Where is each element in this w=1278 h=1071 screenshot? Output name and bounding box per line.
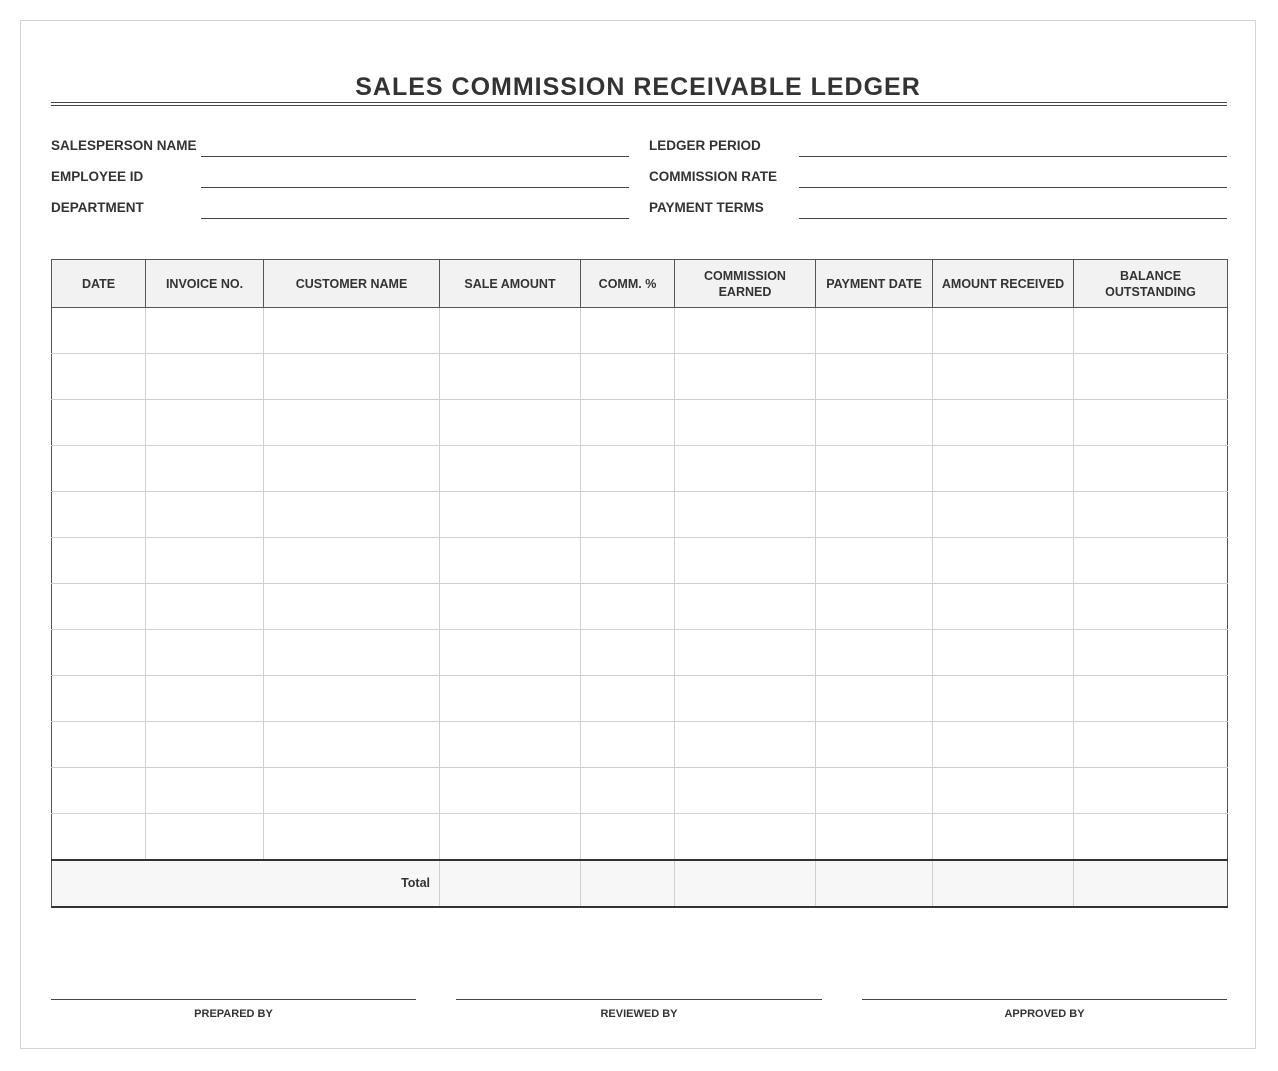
table-row: [52, 768, 1228, 814]
table-cell[interactable]: [264, 538, 440, 584]
table-cell[interactable]: [146, 814, 264, 860]
table-cell[interactable]: [933, 400, 1074, 446]
page-title: SALES COMMISSION RECEIVABLE LEDGER: [355, 73, 921, 101]
table-cell[interactable]: [675, 768, 816, 814]
table-cell[interactable]: [52, 354, 146, 400]
table-cell[interactable]: [440, 676, 581, 722]
table-cell[interactable]: [933, 308, 1074, 354]
title-rule-top: [51, 102, 1227, 103]
table-cell[interactable]: [581, 630, 675, 676]
table-cell[interactable]: [675, 722, 816, 768]
commission-rate-label: COMMISSION RATE: [649, 169, 777, 184]
table-cell[interactable]: [264, 584, 440, 630]
table-row: [52, 354, 1228, 400]
table-cell[interactable]: [581, 308, 675, 354]
total-payment-date-cell[interactable]: [816, 860, 933, 907]
table-cell[interactable]: [1074, 630, 1228, 676]
employee-id-field[interactable]: [201, 187, 629, 188]
table-cell[interactable]: [264, 768, 440, 814]
ledger-body: [52, 308, 1228, 860]
table-row: [52, 538, 1228, 584]
total-row: [52, 860, 1228, 907]
table-cell[interactable]: [264, 630, 440, 676]
table-cell[interactable]: [1074, 584, 1228, 630]
table-cell[interactable]: [264, 722, 440, 768]
table-cell[interactable]: [1074, 354, 1228, 400]
table-cell[interactable]: [1074, 492, 1228, 538]
table-cell[interactable]: [146, 630, 264, 676]
table-cell[interactable]: [933, 722, 1074, 768]
table-cell[interactable]: [816, 814, 933, 860]
table-cell[interactable]: [52, 722, 146, 768]
column-header-date: DATE: [52, 260, 146, 308]
table-row: [52, 308, 1228, 354]
table-cell[interactable]: [581, 676, 675, 722]
table-cell[interactable]: [816, 492, 933, 538]
reviewed-by-signature-line[interactable]: [456, 999, 822, 1000]
table-cell[interactable]: [52, 630, 146, 676]
total-balance-outstanding-cell[interactable]: [1074, 860, 1228, 907]
table-cell[interactable]: [816, 630, 933, 676]
total-commission-earned-cell[interactable]: [675, 860, 816, 907]
table-cell[interactable]: [52, 814, 146, 860]
table-cell[interactable]: [146, 584, 264, 630]
table-cell[interactable]: [1074, 814, 1228, 860]
prepared-by-label: PREPARED BY: [194, 1008, 273, 1020]
table-cell[interactable]: [146, 538, 264, 584]
column-header-sale-amount: SALE AMOUNT: [440, 260, 581, 308]
commission-rate-field[interactable]: [799, 187, 1227, 188]
table-cell[interactable]: [440, 630, 581, 676]
table-cell[interactable]: [675, 354, 816, 400]
table-cell[interactable]: [440, 584, 581, 630]
table-cell[interactable]: [816, 446, 933, 492]
column-header-balance-outstanding: BALANCE OUTSTANDING: [1074, 260, 1228, 308]
table-cell[interactable]: [675, 400, 816, 446]
approved-by-label: APPROVED BY: [1004, 1008, 1085, 1020]
table-cell[interactable]: [440, 446, 581, 492]
table-cell[interactable]: [52, 676, 146, 722]
total-comm-percent-cell[interactable]: [581, 860, 675, 907]
table-cell[interactable]: [933, 768, 1074, 814]
table-cell[interactable]: [816, 400, 933, 446]
title-rule-bottom: [51, 105, 1227, 106]
table-cell[interactable]: [1074, 308, 1228, 354]
table-row: [52, 630, 1228, 676]
ledger-period-label: LEDGER PERIOD: [649, 138, 761, 153]
employee-id-label: EMPLOYEE ID: [51, 169, 144, 184]
table-cell[interactable]: [816, 768, 933, 814]
table-cell[interactable]: [146, 722, 264, 768]
table-cell[interactable]: [264, 354, 440, 400]
column-header-invoice-no: INVOICE NO.: [146, 260, 264, 308]
table-cell[interactable]: [1074, 446, 1228, 492]
table-cell[interactable]: [933, 446, 1074, 492]
table-cell[interactable]: [146, 676, 264, 722]
approved-by-signature-line[interactable]: [862, 999, 1227, 1000]
prepared-by-signature-line[interactable]: [51, 999, 416, 1000]
table-cell[interactable]: [440, 814, 581, 860]
table-cell[interactable]: [581, 584, 675, 630]
table-cell[interactable]: [264, 446, 440, 492]
table-cell[interactable]: [264, 492, 440, 538]
payment-terms-label: PAYMENT TERMS: [649, 200, 764, 215]
ledger-sheet: [20, 20, 1256, 1049]
table-cell[interactable]: [264, 676, 440, 722]
table-row: [52, 446, 1228, 492]
table-cell[interactable]: [581, 446, 675, 492]
ledger-table: [51, 259, 1228, 908]
table-cell[interactable]: [146, 446, 264, 492]
table-cell[interactable]: [440, 768, 581, 814]
table-cell[interactable]: [675, 492, 816, 538]
table-row: [52, 814, 1228, 860]
table-cell[interactable]: [933, 814, 1074, 860]
table-cell[interactable]: [1074, 722, 1228, 768]
table-cell[interactable]: [52, 446, 146, 492]
table-cell[interactable]: [52, 400, 146, 446]
table-cell[interactable]: [675, 446, 816, 492]
table-cell[interactable]: [675, 814, 816, 860]
table-row: [52, 400, 1228, 446]
table-cell[interactable]: [1074, 400, 1228, 446]
table-cell[interactable]: [933, 584, 1074, 630]
table-cell[interactable]: [933, 492, 1074, 538]
salesperson-name-label: SALESPERSON NAME: [51, 138, 197, 153]
total-sale-amount-cell[interactable]: [440, 860, 581, 907]
table-cell[interactable]: [52, 584, 146, 630]
table-cell[interactable]: [1074, 768, 1228, 814]
table-cell[interactable]: [264, 308, 440, 354]
table-cell[interactable]: [816, 584, 933, 630]
table-cell[interactable]: [1074, 676, 1228, 722]
salesperson-name-field[interactable]: [201, 156, 629, 157]
table-cell[interactable]: [146, 768, 264, 814]
column-header-payment-date: PAYMENT DATE: [816, 260, 933, 308]
reviewed-by-label: REVIEWED BY: [600, 1008, 678, 1020]
department-label: DEPARTMENT: [51, 200, 144, 215]
table-cell[interactable]: [52, 768, 146, 814]
column-header-amount-received: AMOUNT RECEIVED: [933, 260, 1074, 308]
department-field[interactable]: [201, 218, 629, 219]
table-row: [52, 722, 1228, 768]
table-cell[interactable]: [52, 492, 146, 538]
table-cell[interactable]: [581, 400, 675, 446]
table-cell[interactable]: [581, 722, 675, 768]
column-header-commission-earned: COMMISSION EARNED: [675, 260, 816, 308]
table-cell[interactable]: [675, 584, 816, 630]
table-cell[interactable]: [146, 400, 264, 446]
ledger-period-field[interactable]: [799, 156, 1227, 157]
column-header-customer-name: CUSTOMER NAME: [264, 260, 440, 308]
table-cell[interactable]: [816, 354, 933, 400]
table-cell[interactable]: [933, 354, 1074, 400]
table-cell[interactable]: [440, 308, 581, 354]
table-cell[interactable]: [440, 492, 581, 538]
table-cell[interactable]: [146, 492, 264, 538]
table-cell[interactable]: [933, 630, 1074, 676]
table-header-row: [52, 260, 1228, 308]
table-cell[interactable]: [581, 538, 675, 584]
table-cell[interactable]: [581, 492, 675, 538]
total-label: Total: [52, 860, 440, 907]
table-cell[interactable]: [1074, 538, 1228, 584]
table-cell[interactable]: [264, 814, 440, 860]
table-cell[interactable]: [675, 676, 816, 722]
table-cell[interactable]: [816, 722, 933, 768]
payment-terms-field[interactable]: [799, 218, 1227, 219]
total-amount-received-cell[interactable]: [933, 860, 1074, 907]
table-row: [52, 492, 1228, 538]
table-cell[interactable]: [816, 538, 933, 584]
table-cell[interactable]: [675, 630, 816, 676]
table-cell[interactable]: [440, 538, 581, 584]
table-cell[interactable]: [933, 538, 1074, 584]
table-row: [52, 584, 1228, 630]
table-cell[interactable]: [675, 538, 816, 584]
table-cell[interactable]: [440, 354, 581, 400]
table-cell[interactable]: [581, 354, 675, 400]
table-cell[interactable]: [581, 768, 675, 814]
table-cell[interactable]: [146, 308, 264, 354]
table-cell[interactable]: [440, 400, 581, 446]
table-cell[interactable]: [816, 676, 933, 722]
table-cell[interactable]: [52, 538, 146, 584]
table-row: [52, 676, 1228, 722]
table-cell[interactable]: [146, 354, 264, 400]
table-cell[interactable]: [816, 308, 933, 354]
table-cell[interactable]: [264, 400, 440, 446]
table-cell[interactable]: [440, 722, 581, 768]
table-cell[interactable]: [675, 308, 816, 354]
table-cell[interactable]: [933, 676, 1074, 722]
table-cell[interactable]: [52, 308, 146, 354]
table-cell[interactable]: [581, 814, 675, 860]
column-header-comm-percent: COMM. %: [581, 260, 675, 308]
